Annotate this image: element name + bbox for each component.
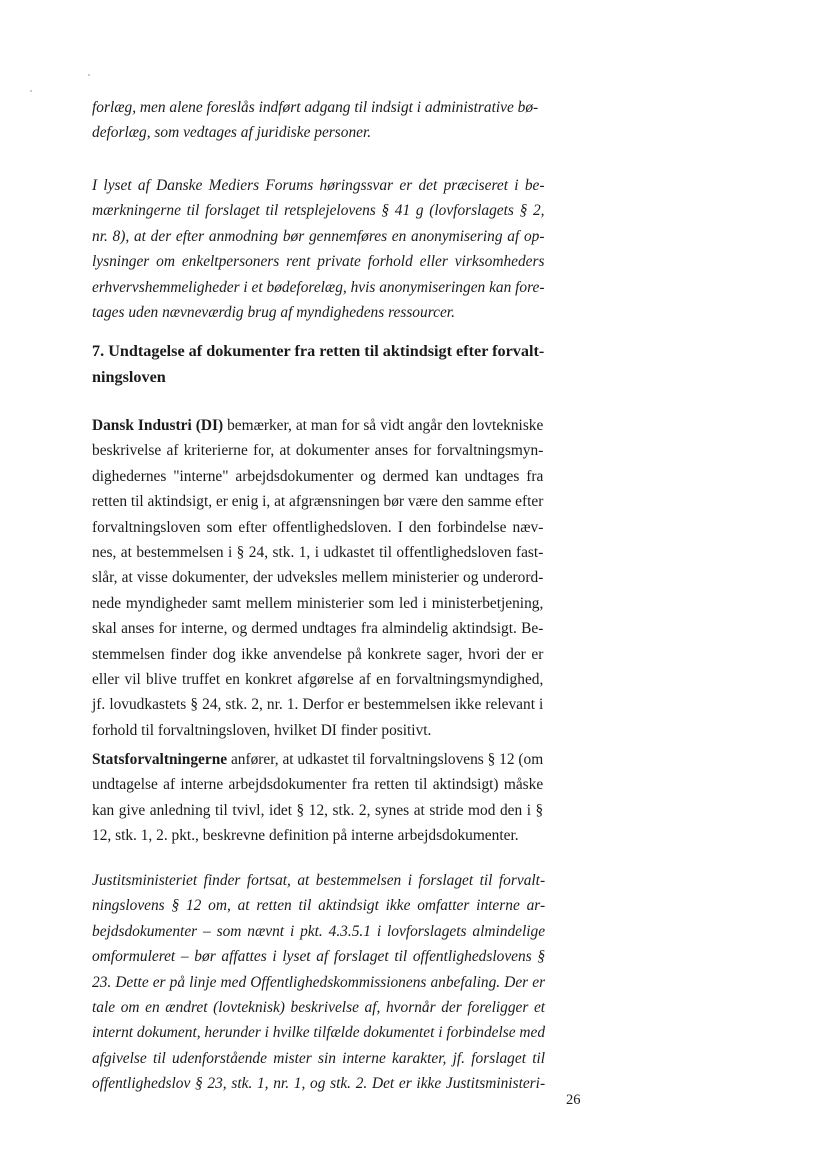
text-line: eller vil blive truffet en konkret afgørelse af en forvaltningsmyndighed, — [92, 671, 544, 689]
organization-name: Statsforvaltningerne — [92, 751, 228, 768]
heading-line: 7. Undtagelse af dokumenter fra retten til aktindsigt efter forvalt- — [92, 342, 545, 360]
text-line: offentlighedslov § 23, stk. 1, nr. 1, og stk. 2. Det er ikke Justitsministeri- — [92, 1075, 546, 1093]
text-line: I lyset af Danske Mediers Forums høringssvar er det præciseret i be- — [92, 177, 545, 194]
text-line: deforlæg, som vedtages af juridiske personer. — [92, 124, 372, 142]
text-line: 23. Dette er på linje med Offentlighedskommissionens anbefaling. Der er — [92, 973, 546, 991]
text-line: retten til aktindsigt, er enig i, at afgrænsningen bør være den samme efter — [92, 493, 544, 511]
text-line: skal anses for interne, og dermed undtages fra almindelig aktindsigt. Be- — [92, 620, 544, 638]
text-line: Justitsministeriet finder fortsat, at bestemmelsen i forslaget til forvalt- — [92, 872, 546, 889]
text-line: forvaltningsloven som efter offentlighedsloven. I den forbindelse næv- — [92, 518, 544, 536]
text-line: lysninger om enkeltpersoners rent private forhold eller virksomheders — [92, 253, 545, 271]
text-line: omformuleret – bør affattes i lyset af forslaget til offentlighedslovens § — [92, 948, 546, 966]
text-line: erhvervshemmeligheder i et bødeforelæg, hvis anonymiseringen kan fore- — [92, 278, 545, 296]
intro-paragraph — [92, 95, 538, 146]
statsforvaltningerne-paragraph — [92, 747, 543, 849]
text-line: ningslovens § 12 om, at retten til aktindsigt ikke omfatter interne ar- — [92, 897, 546, 915]
text-line: slår, at visse dokumenter, der udveksles mellem ministerier og underord- — [92, 569, 544, 587]
text-line: undtagelse af interne arbejdsdokumenter fra retten til aktindsigt) måske — [92, 776, 544, 794]
text-run: anfører, at udkastet til forvaltningslovens § 12 (om — [227, 751, 544, 768]
text-line: forlæg, men alene foreslås indført adgang til indsigt i administrative bø- — [92, 99, 539, 116]
danske-medier-paragraph — [92, 173, 545, 325]
text-line: bejdsdokumenter – som nævnt i pkt. 4.3.5.1 i lovforslagets almindelige — [92, 922, 546, 940]
text-line: afgivelse til udenforstående mister sin interne karakter, jf. forslaget til — [92, 1049, 546, 1067]
text-line: 12, stk. 1, 2. pkt., beskrevne definition på interne arbejdsdokumenter. — [92, 827, 519, 845]
text-line: jf. lovudkastets § 24, stk. 2, nr. 1. Derfor er bestemmelsen ikke relevant i — [92, 696, 544, 714]
section-heading — [92, 339, 544, 391]
text-line: nede myndigheder samt mellem ministerier som led i ministerbetjening, — [92, 594, 544, 612]
text-line: mærkningerne til forslaget til retsplejelovens § 41 g (lovforslagets § 2, — [92, 202, 545, 220]
text-line: kan give anledning til tvivl, idet § 12, stk. 2, synes at stride mod den i § — [92, 801, 544, 819]
text-line — [92, 747, 543, 772]
text-run: bemærker, at man for så vidt angår den lovtekniske — [223, 417, 544, 434]
text-line: forhold til forvaltningsloven, hvilket DI finder positivt. — [92, 721, 432, 739]
page-number: 26 — [566, 1092, 581, 1108]
scan-speck — [30, 90, 32, 92]
text-line: internt dokument, herunder i hvilke tilfælde dokumentet i forbindelse med — [92, 1024, 546, 1042]
dansk-industri-paragraph — [92, 413, 543, 743]
text-line: beskrivelse af kriterierne for, at dokumenter anses for forvaltningsmyn- — [92, 442, 544, 460]
text-line: nes, at bestemmelsen i § 24, stk. 1, i udkastet til offentlighedsloven fast- — [92, 544, 544, 562]
text-line: dighedernes "interne" arbejdsdokumenter og dermed kan undtages fra — [92, 467, 544, 485]
text-line: tale om en ændret (lovteknisk) beskrivelse af, hvornår der foreligger et — [92, 999, 546, 1017]
text-line: nr. 8), at der efter anmodning bør gennemføres en anonymisering af op- — [92, 227, 545, 245]
text-line — [92, 413, 543, 438]
text-line: stemmelsen finder dog ikke anvendelse på konkrete sager, hvori der er — [92, 645, 544, 663]
justitsministeriet-paragraph — [92, 868, 545, 1097]
scan-speck — [88, 74, 90, 76]
text-line: tages uden nævneværdig brug af myndighedens ressourcer. — [92, 304, 455, 322]
heading-line: ningsloven — [92, 367, 166, 386]
organization-name: Dansk Industri (DI) — [92, 417, 224, 434]
